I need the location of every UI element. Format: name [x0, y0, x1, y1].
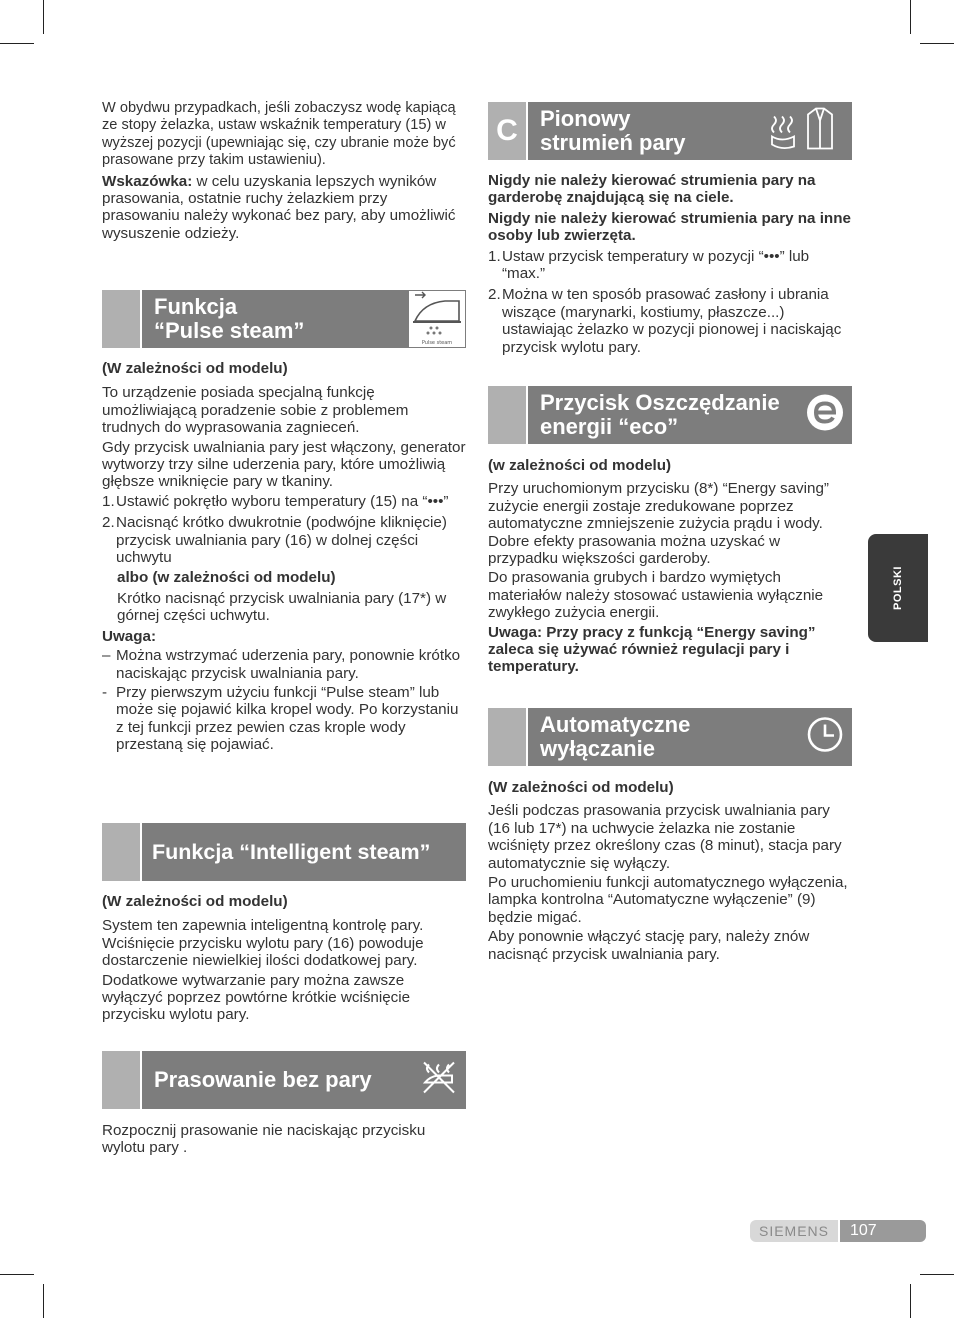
paragraph: Rozpocznij prasowanie nie naciskając przycisku wylotu pary .	[102, 1122, 426, 1157]
section-header-eco	[488, 386, 852, 444]
alt-text: Krótko nacisnąć przycisk uwalniania pary (17*) w górnej części uchwytu.	[117, 589, 447, 625]
header-title-box	[142, 290, 466, 348]
crop-mark	[43, 0, 44, 34]
crop-mark	[43, 1284, 44, 1318]
vertical-steam-icon	[768, 107, 844, 156]
list-text: Ustaw przycisk temperatury w pozycji “•••” lub “max.”	[502, 247, 810, 283]
section-header-auto-off	[488, 708, 852, 766]
list-item	[102, 684, 466, 754]
model-note: (W zależności od modelu)	[102, 360, 288, 377]
section-title	[154, 295, 304, 343]
list-item	[102, 647, 466, 682]
section-header-no-steam	[102, 1051, 466, 1109]
pulse-steam-body	[102, 360, 466, 754]
alt-label: albo (w zależności od modelu)	[117, 569, 336, 587]
title-line: Przycisk Oszczędzanie	[540, 390, 780, 415]
header-stripe	[488, 708, 526, 766]
title-line: Automatyczne	[540, 712, 691, 737]
intro-paragraph: W obydwu przypadkach, jeśli zobaczysz wodę kapiącą ze stopy żelazka, ustaw wskaźnik temperatury (15) w wyższej pozycji (upewniając się, czy ubranie może być prasowane przy takim ustawieniu).	[102, 100, 456, 169]
header-title-box	[528, 386, 852, 444]
paragraph: Do prasowania grubych i bardzo wymiętych materiałów należy stosować ustawienia wyłącznie zwykłego zużycia energii.	[488, 569, 824, 622]
eco-body	[488, 457, 852, 676]
list-dash: -	[102, 683, 108, 701]
list-dash: –	[102, 647, 111, 665]
note: Uwaga: Przy pracy z funkcją “Energy saving” zaleca się używać również regulacji pary i temperatury.	[488, 623, 816, 676]
warning: Nigdy nie należy kierować strumienia pary na inne osoby lub zwierzęta.	[488, 209, 851, 245]
header-stripe	[102, 823, 140, 881]
title-line: energii “eco”	[540, 414, 679, 439]
list-number: 1.	[488, 247, 501, 265]
list-text: Nacisnąć krótko dwukrotnie (podwójne kliknięcie) przycisk uwalniania pary (16) w dolnej części uchwytu	[116, 514, 447, 567]
language-label: POLSKI	[892, 566, 904, 610]
paragraph: Dodatkowe wytwarzanie pary można zawsze wyłączyć poprzez powtórne krótkie wciśnięcie przycisku wylotu pary.	[102, 971, 411, 1024]
model-note: (W zależności od modelu)	[488, 779, 674, 796]
title-line: wyłączanie	[540, 736, 655, 761]
paragraph: Jeśli podczas prasowania przycisk uwalniania pary (16 lub 17*) na uchwycie żelazka nie zostanie wciśnięty przez określony czas (8 minut), stacja pary automatycznie się wyłączy.	[488, 802, 842, 872]
tip-label: Wskazówka:	[102, 172, 193, 190]
header-stripe	[488, 386, 526, 444]
svg-text:Pulse steam: Pulse steam	[421, 340, 453, 346]
auto-off-body	[488, 779, 852, 963]
section-title	[540, 391, 780, 439]
section-header-vertical-steam	[488, 102, 852, 160]
paragraph: To urządzenie posiada specjalną funkcję umożliwiającą poradzenie sobie z problemem trudnych do wyprasowania zagnieceń.	[102, 384, 409, 437]
page-footer	[750, 1220, 926, 1242]
list-number: 1.	[102, 492, 115, 510]
section-header-intelligent-steam	[102, 823, 466, 881]
paragraph: Aby ponownie włączyć stację pary, należy znów nacisnąć przycisk uwalniania pary.	[488, 928, 810, 963]
title-line: Funkcja	[154, 294, 238, 319]
title-line: “Pulse steam”	[154, 318, 305, 343]
list-item	[488, 286, 852, 356]
no-steam-body	[102, 1122, 466, 1157]
brand-label: SIEMENS	[750, 1220, 838, 1242]
crop-mark	[0, 43, 34, 44]
paragraph: Po uruchomieniu funkcji automatycznego wyłączenia, lampka kontrolna “Automatyczne wyłączenie” (9) będzie migać.	[488, 874, 848, 926]
left-column	[102, 100, 466, 242]
section-title: Funkcja “Intelligent steam”	[152, 840, 431, 864]
header-stripe	[102, 290, 140, 348]
header-title-box	[528, 708, 852, 766]
header-stripe	[102, 1051, 140, 1109]
language-tab	[868, 534, 928, 642]
page-number: 107	[840, 1220, 926, 1242]
vertical-steam-body	[488, 172, 852, 356]
header-stripe	[488, 102, 526, 160]
crop-mark	[910, 0, 911, 34]
header-title-box	[142, 1051, 466, 1109]
section-title	[540, 107, 686, 155]
crop-mark	[910, 1284, 911, 1318]
paragraph: Gdy przycisk uwalniania pary jest włączony, generator wytworzy trzy silne uderzenia pary, które umożliwią głębsze wniknięcie pary w tkaniny.	[102, 438, 466, 491]
section-header-pulse-steam	[102, 290, 466, 348]
paragraph: Przy uruchomionym przycisku (8*) “Energy saving” zużycie energii zostaje zredukowane poprzez automatyczne zmniejszenie zużycia prądu i wody. Dobre efekty prasowania można uzyskać w przypadku większości garderoby.	[488, 480, 829, 568]
model-note: (w zależności od modelu)	[488, 457, 672, 474]
model-note: (W zależności od modelu)	[102, 893, 288, 910]
list-text: Można w ten sposób prasować zasłony i ubrania wiszące (marynarki, kostiumy, płaszcze...) ustawiając żelazko w pozycji pionowej i naciskając przycisk wylotu pary.	[502, 286, 842, 356]
pulse-steam-icon	[409, 291, 465, 347]
list-number: 2.	[102, 514, 115, 532]
tip-text: w celu uzyskania lepszych wyników prasowania, ostatnie ruchy żelazkiem przy prasowaniu należy wykonać bez pary, aby umożliwić wysuszenie odzieży.	[102, 172, 456, 242]
list-item	[102, 493, 466, 510]
eco-icon	[806, 394, 844, 437]
list-text: Można wstrzymać uderzenia pary, ponownie krótko naciskając przycisk uwalniania pary.	[116, 647, 461, 682]
clock-icon	[806, 716, 844, 759]
section-title: Prasowanie bez pary	[154, 1067, 372, 1092]
list-text: Ustawić pokrętło wyboru temperatury (15) na “•••”	[116, 492, 449, 510]
tip-paragraph	[102, 173, 466, 243]
header-title-box	[142, 823, 466, 881]
list-number: 2.	[488, 286, 501, 304]
paragraph: System ten zapewnia inteligentną kontrolę pary. Wciśnięcie przycisku wylotu pary (16) powoduje dostarczenie niewielkiej ilości dodatkowej pary.	[102, 917, 424, 970]
title-line: Pionowy	[540, 106, 631, 131]
intelligent-steam-body	[102, 893, 466, 1024]
list-text: Przy pierwszym użyciu funkcji “Pulse steam” lub może się pojawić kilka kropel wody. Po korzystaniu z tej funkcji przez pewien czas krople wody przestaną się pojawiać.	[116, 683, 459, 754]
warning: Nigdy nie należy kierować strumienia pary na garderobę znajdującą się na ciele.	[488, 172, 816, 207]
note-label: Uwaga:	[102, 627, 157, 645]
crop-mark	[920, 43, 954, 44]
no-steam-icon	[420, 1059, 458, 1102]
header-title-box	[528, 102, 852, 160]
crop-mark	[920, 1274, 954, 1275]
crop-mark	[0, 1274, 34, 1275]
list-item	[102, 514, 466, 566]
list-item	[488, 248, 852, 283]
section-letter: C	[496, 114, 518, 147]
section-title	[540, 713, 690, 761]
title-line: strumień pary	[540, 130, 686, 155]
